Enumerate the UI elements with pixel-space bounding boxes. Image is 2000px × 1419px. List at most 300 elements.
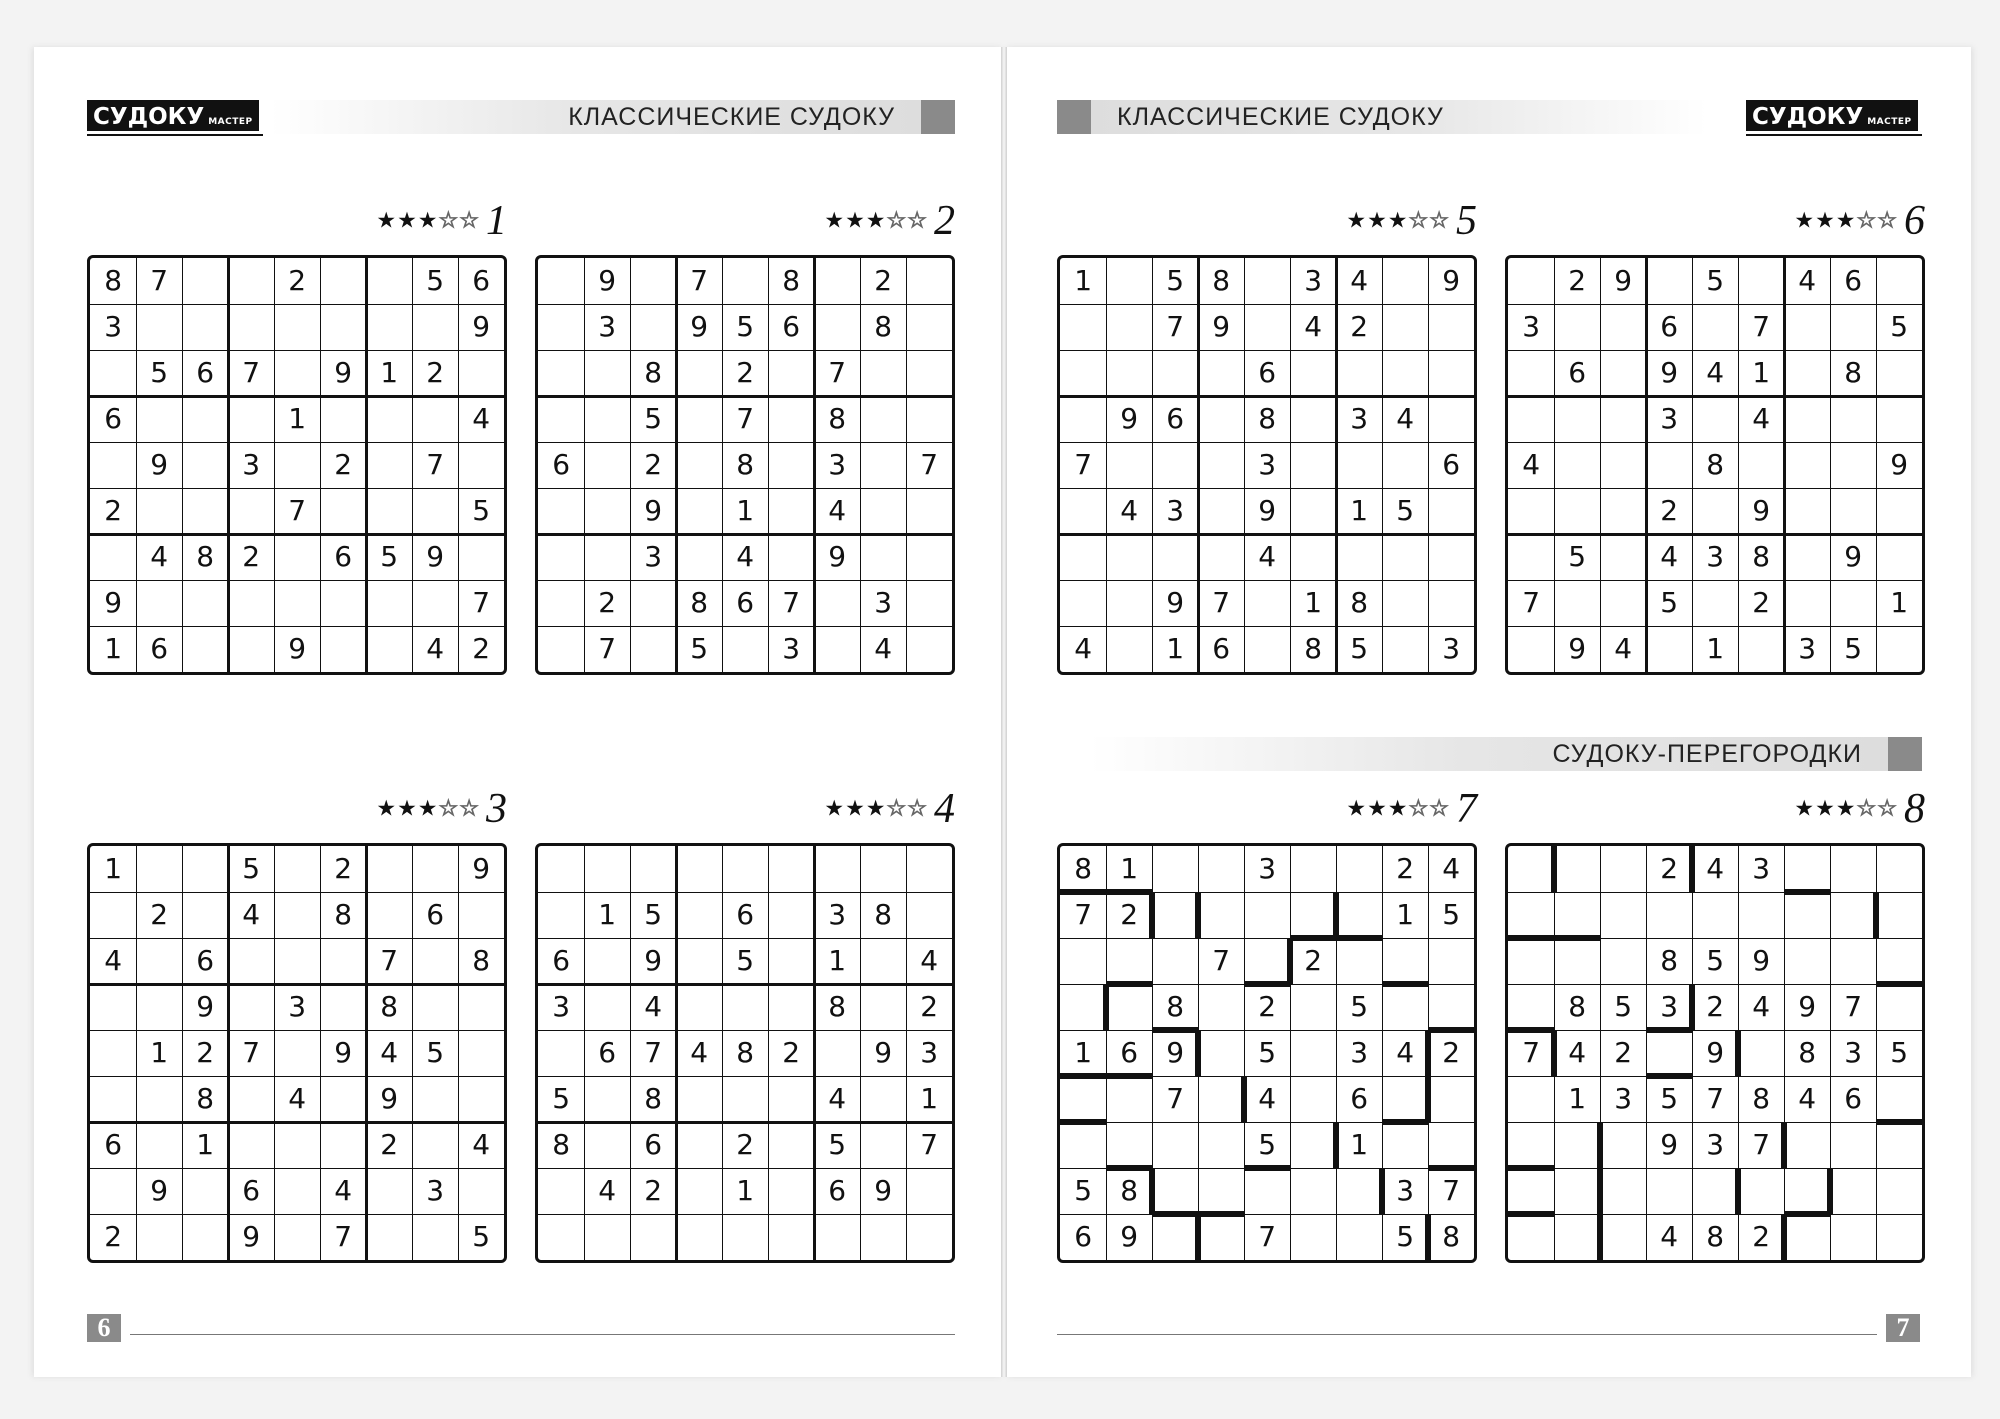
empty-cell[interactable] bbox=[584, 846, 630, 892]
empty-cell[interactable] bbox=[1060, 350, 1106, 396]
empty-cell[interactable] bbox=[1554, 1168, 1600, 1214]
empty-cell[interactable] bbox=[630, 846, 676, 892]
empty-cell[interactable] bbox=[182, 258, 228, 304]
empty-cell[interactable] bbox=[136, 984, 182, 1030]
empty-cell[interactable] bbox=[1600, 1122, 1646, 1168]
empty-cell[interactable] bbox=[1060, 984, 1106, 1030]
empty-cell[interactable] bbox=[1554, 1214, 1600, 1260]
empty-cell[interactable] bbox=[1508, 1076, 1554, 1122]
empty-cell[interactable] bbox=[676, 442, 722, 488]
empty-cell[interactable] bbox=[90, 1076, 136, 1122]
empty-cell[interactable] bbox=[1692, 892, 1738, 938]
empty-cell[interactable] bbox=[1060, 488, 1106, 534]
empty-cell[interactable] bbox=[1382, 534, 1428, 580]
empty-cell[interactable] bbox=[860, 846, 906, 892]
empty-cell[interactable] bbox=[366, 396, 412, 442]
empty-cell[interactable] bbox=[1692, 304, 1738, 350]
empty-cell[interactable] bbox=[1600, 442, 1646, 488]
empty-cell[interactable] bbox=[1290, 396, 1336, 442]
empty-cell[interactable] bbox=[768, 1214, 814, 1260]
empty-cell[interactable] bbox=[366, 258, 412, 304]
empty-cell[interactable] bbox=[768, 534, 814, 580]
empty-cell[interactable] bbox=[182, 892, 228, 938]
empty-cell[interactable] bbox=[1428, 396, 1474, 442]
empty-cell[interactable] bbox=[90, 442, 136, 488]
empty-cell[interactable] bbox=[630, 258, 676, 304]
empty-cell[interactable] bbox=[1060, 1122, 1106, 1168]
empty-cell[interactable] bbox=[1152, 1122, 1198, 1168]
empty-cell[interactable] bbox=[1554, 396, 1600, 442]
empty-cell[interactable] bbox=[320, 984, 366, 1030]
empty-cell[interactable] bbox=[1692, 580, 1738, 626]
empty-cell[interactable] bbox=[1876, 892, 1922, 938]
empty-cell[interactable] bbox=[676, 1214, 722, 1260]
empty-cell[interactable] bbox=[906, 258, 952, 304]
empty-cell[interactable] bbox=[1876, 258, 1922, 304]
empty-cell[interactable] bbox=[860, 938, 906, 984]
empty-cell[interactable] bbox=[1198, 1122, 1244, 1168]
empty-cell[interactable] bbox=[1060, 304, 1106, 350]
empty-cell[interactable] bbox=[1508, 984, 1554, 1030]
empty-cell[interactable] bbox=[274, 1122, 320, 1168]
empty-cell[interactable] bbox=[1646, 1168, 1692, 1214]
empty-cell[interactable] bbox=[1336, 534, 1382, 580]
empty-cell[interactable] bbox=[676, 488, 722, 534]
empty-cell[interactable] bbox=[182, 580, 228, 626]
empty-cell[interactable] bbox=[584, 442, 630, 488]
empty-cell[interactable] bbox=[1692, 396, 1738, 442]
empty-cell[interactable] bbox=[182, 1168, 228, 1214]
empty-cell[interactable] bbox=[320, 396, 366, 442]
empty-cell[interactable] bbox=[1106, 1122, 1152, 1168]
empty-cell[interactable] bbox=[320, 580, 366, 626]
empty-cell[interactable] bbox=[182, 442, 228, 488]
empty-cell[interactable] bbox=[1336, 892, 1382, 938]
empty-cell[interactable] bbox=[366, 1214, 412, 1260]
empty-cell[interactable] bbox=[228, 488, 274, 534]
empty-cell[interactable] bbox=[1198, 1076, 1244, 1122]
empty-cell[interactable] bbox=[1060, 1076, 1106, 1122]
empty-cell[interactable] bbox=[228, 1076, 274, 1122]
empty-cell[interactable] bbox=[1784, 304, 1830, 350]
empty-cell[interactable] bbox=[136, 1122, 182, 1168]
empty-cell[interactable] bbox=[136, 938, 182, 984]
empty-cell[interactable] bbox=[228, 984, 274, 1030]
empty-cell[interactable] bbox=[768, 350, 814, 396]
empty-cell[interactable] bbox=[1554, 846, 1600, 892]
empty-cell[interactable] bbox=[630, 1214, 676, 1260]
empty-cell[interactable] bbox=[538, 892, 584, 938]
empty-cell[interactable] bbox=[1106, 534, 1152, 580]
empty-cell[interactable] bbox=[1106, 350, 1152, 396]
empty-cell[interactable] bbox=[814, 580, 860, 626]
empty-cell[interactable] bbox=[136, 846, 182, 892]
empty-cell[interactable] bbox=[906, 892, 952, 938]
empty-cell[interactable] bbox=[1382, 984, 1428, 1030]
empty-cell[interactable] bbox=[458, 350, 504, 396]
empty-cell[interactable] bbox=[1600, 1214, 1646, 1260]
empty-cell[interactable] bbox=[1784, 580, 1830, 626]
empty-cell[interactable] bbox=[1508, 258, 1554, 304]
empty-cell[interactable] bbox=[722, 984, 768, 1030]
empty-cell[interactable] bbox=[274, 442, 320, 488]
empty-cell[interactable] bbox=[1784, 892, 1830, 938]
empty-cell[interactable] bbox=[538, 534, 584, 580]
empty-cell[interactable] bbox=[630, 580, 676, 626]
empty-cell[interactable] bbox=[1784, 938, 1830, 984]
empty-cell[interactable] bbox=[1106, 984, 1152, 1030]
empty-cell[interactable] bbox=[412, 984, 458, 1030]
empty-cell[interactable] bbox=[1784, 488, 1830, 534]
empty-cell[interactable] bbox=[1244, 580, 1290, 626]
empty-cell[interactable] bbox=[136, 488, 182, 534]
empty-cell[interactable] bbox=[1198, 892, 1244, 938]
empty-cell[interactable] bbox=[906, 396, 952, 442]
empty-cell[interactable] bbox=[814, 1030, 860, 1076]
empty-cell[interactable] bbox=[458, 442, 504, 488]
empty-cell[interactable] bbox=[274, 1168, 320, 1214]
empty-cell[interactable] bbox=[320, 1076, 366, 1122]
empty-cell[interactable] bbox=[1060, 534, 1106, 580]
empty-cell[interactable] bbox=[1198, 350, 1244, 396]
empty-cell[interactable] bbox=[274, 938, 320, 984]
empty-cell[interactable] bbox=[1646, 892, 1692, 938]
empty-cell[interactable] bbox=[1428, 984, 1474, 1030]
empty-cell[interactable] bbox=[1290, 984, 1336, 1030]
empty-cell[interactable] bbox=[1600, 488, 1646, 534]
empty-cell[interactable] bbox=[1554, 442, 1600, 488]
empty-cell[interactable] bbox=[1600, 938, 1646, 984]
empty-cell[interactable] bbox=[676, 1122, 722, 1168]
empty-cell[interactable] bbox=[1830, 304, 1876, 350]
empty-cell[interactable] bbox=[1336, 938, 1382, 984]
empty-cell[interactable] bbox=[1244, 892, 1290, 938]
empty-cell[interactable] bbox=[366, 892, 412, 938]
empty-cell[interactable] bbox=[1876, 1076, 1922, 1122]
empty-cell[interactable] bbox=[1336, 1168, 1382, 1214]
empty-cell[interactable] bbox=[1152, 1214, 1198, 1260]
empty-cell[interactable] bbox=[320, 1122, 366, 1168]
empty-cell[interactable] bbox=[458, 892, 504, 938]
empty-cell[interactable] bbox=[1382, 1076, 1428, 1122]
empty-cell[interactable] bbox=[136, 1214, 182, 1260]
empty-cell[interactable] bbox=[1336, 350, 1382, 396]
empty-cell[interactable] bbox=[274, 304, 320, 350]
empty-cell[interactable] bbox=[722, 258, 768, 304]
empty-cell[interactable] bbox=[1290, 1030, 1336, 1076]
empty-cell[interactable] bbox=[1382, 1122, 1428, 1168]
empty-cell[interactable] bbox=[584, 396, 630, 442]
empty-cell[interactable] bbox=[458, 534, 504, 580]
empty-cell[interactable] bbox=[1198, 1030, 1244, 1076]
empty-cell[interactable] bbox=[1508, 626, 1554, 672]
empty-cell[interactable] bbox=[90, 1168, 136, 1214]
empty-cell[interactable] bbox=[1244, 938, 1290, 984]
empty-cell[interactable] bbox=[274, 580, 320, 626]
empty-cell[interactable] bbox=[1554, 304, 1600, 350]
empty-cell[interactable] bbox=[1198, 846, 1244, 892]
empty-cell[interactable] bbox=[1692, 1168, 1738, 1214]
empty-cell[interactable] bbox=[274, 534, 320, 580]
empty-cell[interactable] bbox=[1152, 846, 1198, 892]
empty-cell[interactable] bbox=[676, 984, 722, 1030]
empty-cell[interactable] bbox=[1382, 938, 1428, 984]
empty-cell[interactable] bbox=[458, 984, 504, 1030]
empty-cell[interactable] bbox=[1290, 846, 1336, 892]
empty-cell[interactable] bbox=[1876, 534, 1922, 580]
empty-cell[interactable] bbox=[906, 1168, 952, 1214]
empty-cell[interactable] bbox=[584, 350, 630, 396]
empty-cell[interactable] bbox=[1830, 1214, 1876, 1260]
empty-cell[interactable] bbox=[584, 488, 630, 534]
empty-cell[interactable] bbox=[320, 258, 366, 304]
empty-cell[interactable] bbox=[1876, 350, 1922, 396]
empty-cell[interactable] bbox=[1428, 938, 1474, 984]
empty-cell[interactable] bbox=[366, 846, 412, 892]
empty-cell[interactable] bbox=[1244, 626, 1290, 672]
empty-cell[interactable] bbox=[676, 846, 722, 892]
empty-cell[interactable] bbox=[1876, 846, 1922, 892]
empty-cell[interactable] bbox=[182, 846, 228, 892]
empty-cell[interactable] bbox=[584, 1214, 630, 1260]
empty-cell[interactable] bbox=[136, 1076, 182, 1122]
empty-cell[interactable] bbox=[768, 396, 814, 442]
empty-cell[interactable] bbox=[228, 1122, 274, 1168]
empty-cell[interactable] bbox=[1290, 1122, 1336, 1168]
empty-cell[interactable] bbox=[1876, 626, 1922, 672]
empty-cell[interactable] bbox=[1784, 1168, 1830, 1214]
empty-cell[interactable] bbox=[1106, 580, 1152, 626]
empty-cell[interactable] bbox=[1382, 258, 1428, 304]
empty-cell[interactable] bbox=[1876, 938, 1922, 984]
empty-cell[interactable] bbox=[1336, 1214, 1382, 1260]
empty-cell[interactable] bbox=[860, 396, 906, 442]
empty-cell[interactable] bbox=[1060, 396, 1106, 442]
empty-cell[interactable] bbox=[1382, 626, 1428, 672]
empty-cell[interactable] bbox=[860, 1076, 906, 1122]
empty-cell[interactable] bbox=[538, 304, 584, 350]
empty-cell[interactable] bbox=[676, 534, 722, 580]
empty-cell[interactable] bbox=[366, 488, 412, 534]
empty-cell[interactable] bbox=[1600, 1168, 1646, 1214]
empty-cell[interactable] bbox=[274, 1030, 320, 1076]
empty-cell[interactable] bbox=[1290, 892, 1336, 938]
empty-cell[interactable] bbox=[1428, 1122, 1474, 1168]
empty-cell[interactable] bbox=[1508, 1168, 1554, 1214]
empty-cell[interactable] bbox=[860, 1214, 906, 1260]
empty-cell[interactable] bbox=[412, 396, 458, 442]
empty-cell[interactable] bbox=[768, 984, 814, 1030]
empty-cell[interactable] bbox=[1554, 580, 1600, 626]
empty-cell[interactable] bbox=[768, 846, 814, 892]
empty-cell[interactable] bbox=[1600, 580, 1646, 626]
empty-cell[interactable] bbox=[860, 488, 906, 534]
empty-cell[interactable] bbox=[1830, 442, 1876, 488]
empty-cell[interactable] bbox=[1152, 534, 1198, 580]
empty-cell[interactable] bbox=[1106, 626, 1152, 672]
empty-cell[interactable] bbox=[1876, 396, 1922, 442]
empty-cell[interactable] bbox=[1738, 892, 1784, 938]
empty-cell[interactable] bbox=[1876, 1214, 1922, 1260]
empty-cell[interactable] bbox=[274, 892, 320, 938]
empty-cell[interactable] bbox=[274, 1214, 320, 1260]
empty-cell[interactable] bbox=[722, 626, 768, 672]
empty-cell[interactable] bbox=[1600, 892, 1646, 938]
empty-cell[interactable] bbox=[860, 442, 906, 488]
empty-cell[interactable] bbox=[538, 580, 584, 626]
empty-cell[interactable] bbox=[906, 626, 952, 672]
empty-cell[interactable] bbox=[1830, 1122, 1876, 1168]
empty-cell[interactable] bbox=[1290, 350, 1336, 396]
empty-cell[interactable] bbox=[90, 350, 136, 396]
empty-cell[interactable] bbox=[1646, 626, 1692, 672]
empty-cell[interactable] bbox=[584, 1122, 630, 1168]
empty-cell[interactable] bbox=[1106, 938, 1152, 984]
empty-cell[interactable] bbox=[412, 304, 458, 350]
empty-cell[interactable] bbox=[1738, 258, 1784, 304]
empty-cell[interactable] bbox=[136, 580, 182, 626]
empty-cell[interactable] bbox=[814, 258, 860, 304]
empty-cell[interactable] bbox=[1738, 1168, 1784, 1214]
empty-cell[interactable] bbox=[538, 1168, 584, 1214]
empty-cell[interactable] bbox=[320, 626, 366, 672]
empty-cell[interactable] bbox=[1646, 258, 1692, 304]
empty-cell[interactable] bbox=[1382, 350, 1428, 396]
empty-cell[interactable] bbox=[1508, 1214, 1554, 1260]
empty-cell[interactable] bbox=[1428, 304, 1474, 350]
empty-cell[interactable] bbox=[814, 304, 860, 350]
empty-cell[interactable] bbox=[1600, 846, 1646, 892]
empty-cell[interactable] bbox=[768, 892, 814, 938]
empty-cell[interactable] bbox=[1554, 938, 1600, 984]
empty-cell[interactable] bbox=[274, 846, 320, 892]
empty-cell[interactable] bbox=[1554, 1122, 1600, 1168]
empty-cell[interactable] bbox=[906, 534, 952, 580]
empty-cell[interactable] bbox=[366, 1168, 412, 1214]
empty-cell[interactable] bbox=[1508, 350, 1554, 396]
empty-cell[interactable] bbox=[274, 350, 320, 396]
empty-cell[interactable] bbox=[1830, 580, 1876, 626]
empty-cell[interactable] bbox=[1784, 534, 1830, 580]
empty-cell[interactable] bbox=[1738, 1030, 1784, 1076]
empty-cell[interactable] bbox=[860, 984, 906, 1030]
empty-cell[interactable] bbox=[860, 350, 906, 396]
empty-cell[interactable] bbox=[366, 626, 412, 672]
empty-cell[interactable] bbox=[584, 984, 630, 1030]
empty-cell[interactable] bbox=[228, 938, 274, 984]
empty-cell[interactable] bbox=[1152, 938, 1198, 984]
empty-cell[interactable] bbox=[1876, 488, 1922, 534]
empty-cell[interactable] bbox=[1508, 892, 1554, 938]
empty-cell[interactable] bbox=[90, 892, 136, 938]
empty-cell[interactable] bbox=[1290, 442, 1336, 488]
empty-cell[interactable] bbox=[538, 396, 584, 442]
empty-cell[interactable] bbox=[584, 1076, 630, 1122]
empty-cell[interactable] bbox=[1428, 488, 1474, 534]
empty-cell[interactable] bbox=[1830, 396, 1876, 442]
empty-cell[interactable] bbox=[182, 304, 228, 350]
empty-cell[interactable] bbox=[630, 626, 676, 672]
empty-cell[interactable] bbox=[1244, 258, 1290, 304]
empty-cell[interactable] bbox=[1060, 580, 1106, 626]
empty-cell[interactable] bbox=[1600, 350, 1646, 396]
empty-cell[interactable] bbox=[228, 304, 274, 350]
empty-cell[interactable] bbox=[1428, 1076, 1474, 1122]
empty-cell[interactable] bbox=[228, 626, 274, 672]
empty-cell[interactable] bbox=[1290, 534, 1336, 580]
empty-cell[interactable] bbox=[768, 442, 814, 488]
empty-cell[interactable] bbox=[676, 938, 722, 984]
empty-cell[interactable] bbox=[1198, 1214, 1244, 1260]
empty-cell[interactable] bbox=[228, 258, 274, 304]
empty-cell[interactable] bbox=[1244, 304, 1290, 350]
empty-cell[interactable] bbox=[676, 1076, 722, 1122]
empty-cell[interactable] bbox=[814, 1214, 860, 1260]
empty-cell[interactable] bbox=[412, 1214, 458, 1260]
empty-cell[interactable] bbox=[1508, 534, 1554, 580]
empty-cell[interactable] bbox=[1198, 534, 1244, 580]
empty-cell[interactable] bbox=[1876, 1168, 1922, 1214]
empty-cell[interactable] bbox=[1600, 396, 1646, 442]
empty-cell[interactable] bbox=[1152, 1168, 1198, 1214]
empty-cell[interactable] bbox=[1784, 350, 1830, 396]
empty-cell[interactable] bbox=[182, 488, 228, 534]
empty-cell[interactable] bbox=[1382, 304, 1428, 350]
empty-cell[interactable] bbox=[676, 892, 722, 938]
empty-cell[interactable] bbox=[136, 304, 182, 350]
empty-cell[interactable] bbox=[1738, 626, 1784, 672]
empty-cell[interactable] bbox=[458, 1076, 504, 1122]
empty-cell[interactable] bbox=[538, 626, 584, 672]
empty-cell[interactable] bbox=[1106, 304, 1152, 350]
empty-cell[interactable] bbox=[906, 488, 952, 534]
empty-cell[interactable] bbox=[1646, 1030, 1692, 1076]
empty-cell[interactable] bbox=[366, 304, 412, 350]
empty-cell[interactable] bbox=[1198, 488, 1244, 534]
empty-cell[interactable] bbox=[1830, 938, 1876, 984]
empty-cell[interactable] bbox=[584, 938, 630, 984]
empty-cell[interactable] bbox=[1198, 984, 1244, 1030]
empty-cell[interactable] bbox=[1198, 396, 1244, 442]
empty-cell[interactable] bbox=[1428, 534, 1474, 580]
empty-cell[interactable] bbox=[1784, 846, 1830, 892]
empty-cell[interactable] bbox=[768, 1076, 814, 1122]
empty-cell[interactable] bbox=[1830, 1168, 1876, 1214]
empty-cell[interactable] bbox=[1784, 396, 1830, 442]
empty-cell[interactable] bbox=[538, 1214, 584, 1260]
empty-cell[interactable] bbox=[1290, 488, 1336, 534]
empty-cell[interactable] bbox=[860, 534, 906, 580]
empty-cell[interactable] bbox=[1198, 1168, 1244, 1214]
empty-cell[interactable] bbox=[1290, 1168, 1336, 1214]
empty-cell[interactable] bbox=[538, 258, 584, 304]
empty-cell[interactable] bbox=[1336, 442, 1382, 488]
empty-cell[interactable] bbox=[90, 534, 136, 580]
empty-cell[interactable] bbox=[182, 626, 228, 672]
empty-cell[interactable] bbox=[90, 984, 136, 1030]
empty-cell[interactable] bbox=[1876, 984, 1922, 1030]
empty-cell[interactable] bbox=[1428, 350, 1474, 396]
empty-cell[interactable] bbox=[458, 1168, 504, 1214]
empty-cell[interactable] bbox=[366, 580, 412, 626]
empty-cell[interactable] bbox=[538, 488, 584, 534]
empty-cell[interactable] bbox=[538, 846, 584, 892]
empty-cell[interactable] bbox=[722, 846, 768, 892]
empty-cell[interactable] bbox=[320, 938, 366, 984]
empty-cell[interactable] bbox=[1382, 442, 1428, 488]
empty-cell[interactable] bbox=[182, 396, 228, 442]
empty-cell[interactable] bbox=[1336, 846, 1382, 892]
